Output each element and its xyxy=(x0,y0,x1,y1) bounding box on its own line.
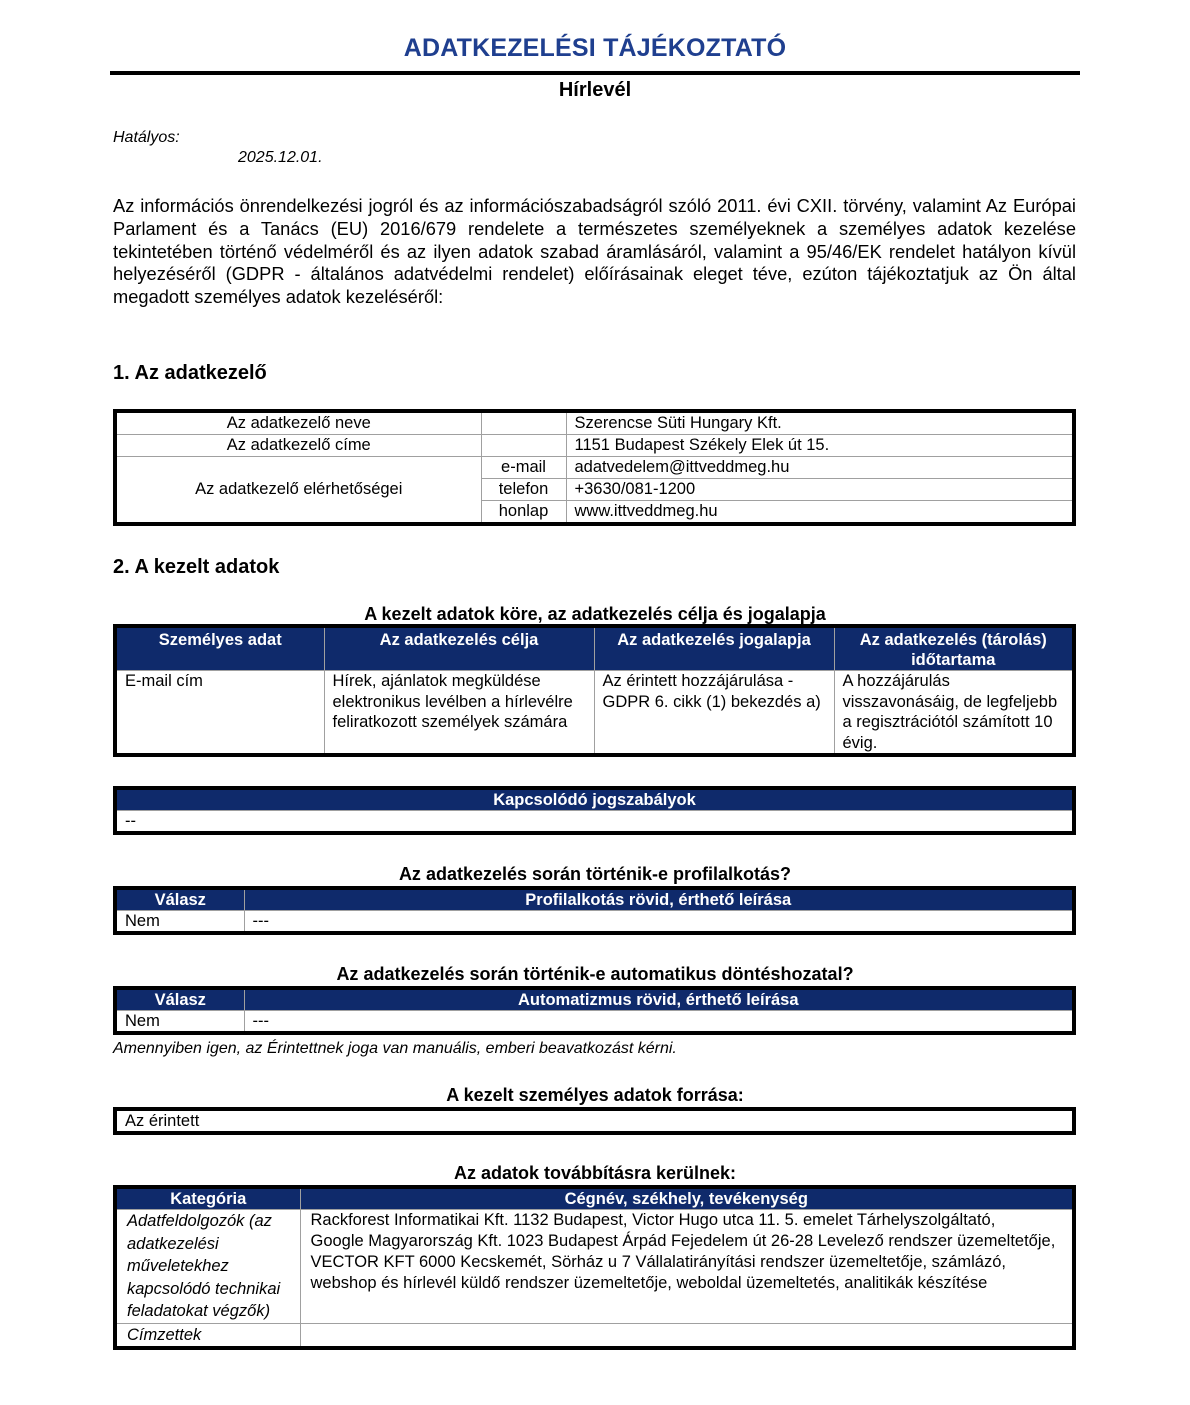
column-header: Automatizmus rövid, érthető leírása xyxy=(244,988,1074,1011)
transfer-caption: Az adatok továbbításra kerülnek: xyxy=(453,1163,737,1183)
empty-cell xyxy=(481,411,566,435)
table-header-row xyxy=(115,888,1074,911)
column-header: Kapcsolódó jogszabályok xyxy=(115,788,1074,811)
data-source-caption: A kezelt személyes adatok forrása: xyxy=(446,1085,744,1105)
controller-address-label: Az adatkezelő címe xyxy=(115,435,481,457)
column-header: Személyes adat xyxy=(115,626,324,671)
purpose-cell: Hírek, ajánlatok megküldése elektronikus levélben a hírlevélre feliratkozott személyek számára xyxy=(324,671,594,756)
table-row xyxy=(115,1011,1074,1034)
data-transfer-table xyxy=(113,1185,1076,1350)
automated-description: --- xyxy=(244,1011,1074,1034)
contact-website-link[interactable]: www.ittveddmeg.hu xyxy=(566,501,1074,525)
table-row xyxy=(115,1323,1074,1348)
column-header: Az adatkezelés célja xyxy=(324,626,594,671)
related-laws-table xyxy=(113,786,1076,835)
intro-paragraph: Az információs önrendelkezési jogról és az információszabadságról szóló 2011. évi CXII. törvény, valamint Az Európai Parlament és a Tanács (EU) 2016/679 rendelete a természetes személyeknek a személyes adatok kezelése tekintetében történő védelméről és az ilyen adatok szabad áramlásáról, valamint a 95/46/EK rendelet hatályon kívül helyezéséről (GDPR - általános adatvédelmi rendelet) előírásainak eleget téve, ezúton tájékoztatjuk az Ön által megadott személyes adatok kezeléséről: xyxy=(113,195,1076,308)
contact-type-phone: telefon xyxy=(481,479,566,501)
effective-label: Hatályos: xyxy=(113,129,180,146)
table-row xyxy=(115,1210,1074,1324)
empty-cell xyxy=(481,435,566,457)
legal-basis-cell: Az érintett hozzájárulása - GDPR 6. cikk (1) bekezdés a) xyxy=(594,671,834,756)
transfer-recipients xyxy=(300,1210,1074,1324)
column-header: Az adatkezelés jogalapja xyxy=(594,626,834,671)
profiling-answer: Nem xyxy=(115,911,244,934)
automated-answer: Nem xyxy=(115,1011,244,1034)
effective-date: 2025.12.01. xyxy=(238,149,323,166)
table-row xyxy=(115,457,1074,479)
contact-type-website: honlap xyxy=(481,501,566,525)
recipient-line: Rackforest Informatikai Kft. 1132 Budapest, Victor Hugo utca 11. 5. emelet Tárhelyszolgáltató, xyxy=(310,1211,996,1229)
processed-data-table xyxy=(113,624,1076,757)
retention-cell: A hozzájárulás visszavonásáig, de legfeljebb a regisztrációtól számított 10 évig. xyxy=(834,671,1074,756)
table-header-row xyxy=(115,988,1074,1011)
controller-name-value: Szerencse Süti Hungary Kft. xyxy=(566,411,1074,435)
table-header-row xyxy=(115,626,1074,671)
table-row xyxy=(115,411,1074,435)
column-header: Az adatkezelés (tárolás) időtartama xyxy=(834,626,1074,671)
profiling-description: --- xyxy=(244,911,1074,934)
controller-name-label: Az adatkezelő neve xyxy=(115,411,481,435)
column-header: Válasz xyxy=(115,888,244,911)
contact-phone-value: +3630/081-1200 xyxy=(566,479,1074,501)
controller-address-value: 1151 Budapest Székely Elek út 15. xyxy=(566,435,1074,457)
document-title: ADATKEZELÉSI TÁJÉKOZTATÓ xyxy=(403,34,787,62)
personal-data-cell: E-mail cím xyxy=(115,671,324,756)
controller-contact-label: Az adatkezelő elérhetőségei xyxy=(115,457,481,525)
recipient-line: VECTOR KFT 6000 Kecskemét, Sörház u 7 Vállalatirányítási rendszer üzemeltetője, számlázó, webshop és hírlevél küldő rendszer üzemeltetője, weboldal üzemeltetés, analitikák készítése xyxy=(310,1253,1006,1292)
document-subtitle: Hírlevél xyxy=(558,79,632,101)
transfer-category: Adatfeldolgozók (az adatkezelési műveletekhez kapcsolódó technikai feladatokat végzők) xyxy=(115,1210,300,1324)
column-header: Cégnév, székhely, tevékenység xyxy=(300,1187,1074,1210)
manual-intervention-note: Amennyiben igen, az Érintettnek joga van manuális, emberi beavatkozást kérni. xyxy=(113,1040,677,1057)
profiling-table xyxy=(113,886,1076,935)
data-source-value: Az érintett xyxy=(115,1109,1074,1133)
data-source-table xyxy=(113,1107,1076,1135)
transfer-recipients xyxy=(300,1323,1074,1348)
section-heading-controller: 1. Az adatkezelő xyxy=(113,362,267,384)
table-header-row xyxy=(115,788,1074,811)
table-row xyxy=(115,1109,1074,1133)
section-heading-data: 2. A kezelt adatok xyxy=(113,556,280,578)
profiling-caption: Az adatkezelés során történik-e profilalkotás? xyxy=(398,864,792,884)
automated-decision-table xyxy=(113,986,1076,1035)
table-row xyxy=(115,671,1074,756)
contact-email-link[interactable]: adatvedelem@ittveddmeg.hu xyxy=(566,457,1074,479)
column-header: Kategória xyxy=(115,1187,300,1210)
recipient-line: Google Magyarország Kft. 1023 Budapest Árpád Fejedelem út 26-28 Levelező rendszer üzemeltetője, xyxy=(310,1232,1056,1250)
column-header: Válasz xyxy=(115,988,244,1011)
controller-table xyxy=(113,409,1076,526)
table-row xyxy=(115,911,1074,934)
table-row xyxy=(115,435,1074,457)
title-divider xyxy=(110,71,1080,75)
related-laws-value: -- xyxy=(115,811,1074,834)
table-row xyxy=(115,811,1074,834)
data-table-caption: A kezelt adatok köre, az adatkezelés célja és jogalapja xyxy=(364,604,826,624)
column-header: Profilalkotás rövid, érthető leírása xyxy=(244,888,1074,911)
transfer-category: Címzettek xyxy=(115,1323,300,1348)
table-header-row xyxy=(115,1187,1074,1210)
contact-type-email: e-mail xyxy=(481,457,566,479)
automated-decision-caption: Az adatkezelés során történik-e automatikus döntéshozatal? xyxy=(336,964,854,984)
